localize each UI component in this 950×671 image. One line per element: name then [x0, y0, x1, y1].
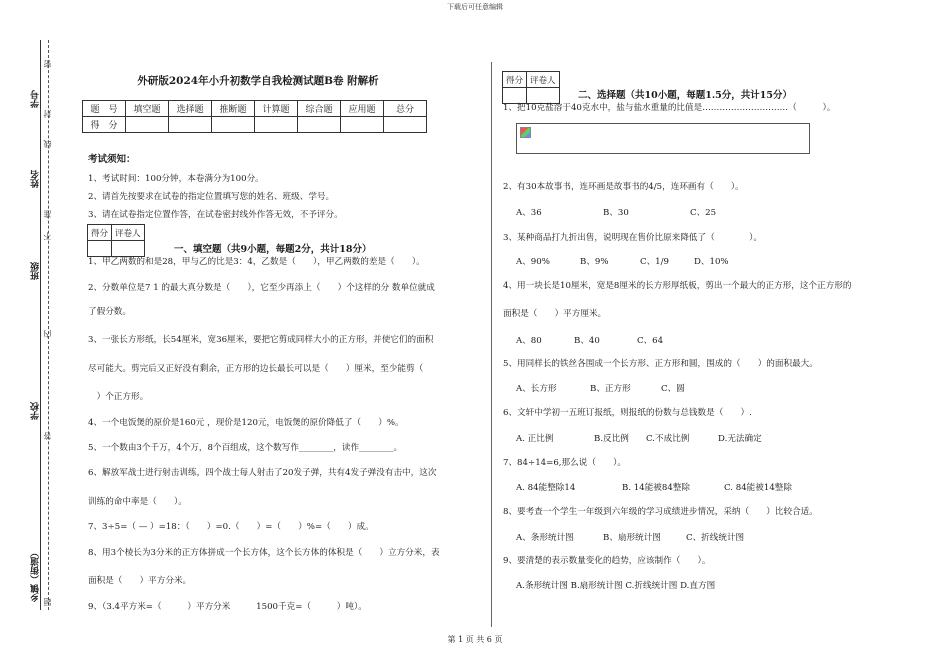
seal-char: 线 — [43, 140, 52, 148]
question-line: 5、一个数由3个千万，4个万，8个百组成，这个数写作________，读作________。 — [88, 443, 403, 453]
seal-char: 不 — [43, 232, 52, 240]
score-header-cell: 推断题 — [212, 101, 255, 117]
option[interactable]: A. 84能整除14 — [516, 483, 576, 493]
score-cell[interactable] — [126, 117, 169, 133]
question-line: 3、一张长方形纸，长54厘米，宽36厘米，要把它剪成同样大小的正方形，并使它们的面积 — [88, 335, 434, 345]
exam-title: 外研版2024年小升初数学自我检测试题B卷 附解析 — [137, 75, 379, 87]
score-table-header-row — [83, 101, 427, 117]
question-line: 6、文轩中学初一五班订报纸，则报纸的份数与总钱数是（ ）. — [503, 408, 752, 418]
score-header-cell: 综合题 — [298, 101, 341, 117]
option[interactable]: C. 84能被14整除 — [724, 483, 792, 493]
section2-title: 二、选择题（共10小题，每题1.5分，共计15分） — [578, 90, 792, 101]
grader-score-label: 得分 — [88, 225, 112, 241]
broken-image-icon — [520, 127, 531, 138]
score-cell[interactable] — [255, 117, 298, 133]
grader-reviewer-label: 评卷人 — [112, 225, 145, 241]
question-line: ）个正方形。 — [88, 392, 149, 402]
notice-heading: 考试须知： — [88, 154, 136, 165]
score-header-cell: 应用题 — [341, 101, 384, 117]
question-line: 9、（3.4平方米=（ ）平方分米 1500千克=（ ）吨）。 — [88, 602, 367, 612]
question-line: 5、用同样长的铁丝各围成一个长方形、正方形和圆，围成的（ ）的面积最大。 — [503, 359, 818, 369]
seal-char: 答 — [43, 432, 52, 440]
score-header-cell: 填空题 — [126, 101, 169, 117]
grader-box-section1 — [87, 224, 145, 257]
notice-item: 3、请在试卷指定位置作答，在试卷密封线外作答无效，不予评分。 — [88, 210, 343, 220]
option[interactable]: C、折线统计图 — [686, 533, 745, 543]
score-cell[interactable] — [384, 117, 427, 133]
margin-label-township: 乡镇（街道） — [31, 548, 41, 602]
page-footer: 第 1 页 共 6 页 — [447, 635, 503, 644]
option[interactable]: A、36 — [516, 208, 542, 218]
question-line: 4、一个电饭煲的原价是160元 ，现价是120元，电饭煲的原价降低了（ ）%。 — [88, 418, 404, 428]
score-cell[interactable] — [298, 117, 341, 133]
score-table-score-row — [83, 117, 427, 133]
score-cell[interactable] — [169, 117, 212, 133]
option[interactable]: D.无法确定 — [718, 434, 762, 444]
grader-reviewer-label: 评卷人 — [527, 72, 560, 88]
score-header-cell: 选择题 — [169, 101, 212, 117]
seal-char: 封 — [43, 110, 52, 118]
score-row-label: 得 分 — [83, 117, 126, 133]
column-divider — [491, 62, 492, 627]
margin-label-name: 姓名 — [31, 170, 41, 188]
question-line: 面积是（ ）平方分米。 — [88, 576, 192, 586]
option[interactable]: C、1/9 — [640, 257, 669, 267]
question-line: 4、用一块长是10厘米，宽是8厘米的长方形厚纸板，剪出一个最大的正方形，这个正方形的 — [503, 281, 852, 291]
seal-char: 题 — [43, 598, 52, 606]
option[interactable]: B、正方形 — [590, 384, 631, 394]
score-table — [82, 100, 427, 133]
image-placeholder-box — [516, 123, 810, 154]
option[interactable]: B. 14能被84整除 — [622, 483, 691, 493]
option[interactable]: C、圆 — [661, 384, 685, 394]
option[interactable]: C、64 — [637, 336, 664, 346]
margin-label-school: 学校 — [31, 402, 41, 420]
option[interactable]: B、9% — [580, 257, 609, 267]
seal-char: 准 — [43, 210, 52, 218]
notice-item: 2、请首先按要求在试卷的指定位置填写您的姓名、班级、学号。 — [88, 192, 335, 202]
question-line: 9、要清楚的表示数量变化的趋势，应该制作（ ）。 — [503, 556, 711, 566]
grader-box-section2 — [502, 71, 560, 104]
question-line: 了假分数。 — [88, 307, 131, 317]
question-line: 2、分数单位是7 1 的最大真分数是（ ），它至少再添上（ ）个这样的分 数单位就成 — [88, 283, 435, 293]
margin-solid-line — [40, 40, 41, 610]
score-header-cell: 计算题 — [255, 101, 298, 117]
option[interactable]: B、扇形统计图 — [603, 533, 661, 543]
score-header-cell: 总分 — [384, 101, 427, 117]
option[interactable]: C、25 — [690, 208, 717, 218]
grader-score-label: 得分 — [503, 72, 527, 88]
option[interactable]: D、10% — [694, 257, 729, 267]
question-line: 尽可能大。剪完后又正好没有剩余，正方形的边长最长可以是（ ）厘米，至少能剪（ — [88, 364, 424, 374]
option[interactable]: A、长方形 — [516, 384, 557, 394]
question-line: 7、3÷5=（ — ）=18：（ ）=0.（ ）=（ ）%=（ ）成。 — [88, 522, 374, 532]
question-line: 2、有30本故事书，连环画是故事书的4/5，连环画有（ ）。 — [503, 182, 744, 192]
notice-item: 1、考试时间：100分钟，本卷满分为100分。 — [88, 174, 264, 184]
seal-char: 密 — [43, 60, 52, 68]
option[interactable]: B、40 — [574, 336, 600, 346]
option[interactable]: B.反比例 — [594, 434, 629, 444]
option[interactable]: A、条形统计图 — [516, 533, 574, 543]
question-line: 8、要考查一个学生一年级到六年级的学习成绩进步情况，采纳（ ）比较合适。 — [503, 507, 818, 517]
section1-title: 一、填空题（共9小题，每题2分，共计18分） — [174, 244, 372, 255]
seal-char: 内 — [43, 330, 52, 338]
question-line: 1、把10克盐溶于40克水中，盐与盐水重量的比值是…………………………（ ）。 — [503, 103, 836, 113]
question-line: 训练的命中率是（ ）。 — [88, 497, 187, 507]
question-line: 1、甲乙两数的和是28，甲与乙的比是3：4，乙数是（ ），甲乙两数的差是（ ）。 — [88, 257, 425, 267]
option[interactable]: A. 正比例 — [516, 434, 554, 444]
header-note: 下载后可任意编辑 — [447, 3, 503, 11]
option[interactable]: A、90% — [516, 257, 550, 267]
margin-label-student-id: 学号 — [31, 90, 41, 108]
score-cell[interactable] — [341, 117, 384, 133]
option[interactable]: B、30 — [603, 208, 629, 218]
score-cell[interactable] — [212, 117, 255, 133]
seal-dashed-line — [48, 40, 49, 610]
option-row[interactable]: A.条形统计图 B.扇形统计图 C.折线统计图 D.直方图 — [516, 581, 716, 591]
option[interactable]: C.不成比例 — [646, 434, 690, 444]
score-header-cell: 题 号 — [83, 101, 126, 117]
question-line: 8、用3个棱长为3分米的正方体拼成一个长方体，这个长方体的体积是（ ）立方分米，表 — [88, 548, 440, 558]
question-line: 6、解放军战士进行射击训练，四个战士每人射击了20发子弹，共有4发子弹没有击中，这次 — [88, 468, 437, 478]
margin-label-class: 班级 — [31, 262, 41, 280]
option[interactable]: A、80 — [516, 336, 542, 346]
question-line: 7、84÷14=6,那么说（ ）。 — [503, 458, 626, 468]
question-line: 3、某种商品打九折出售，说明现在售价比原来降低了（ ）。 — [503, 233, 762, 243]
question-line: 面积是（ ）平方厘米。 — [503, 309, 607, 319]
